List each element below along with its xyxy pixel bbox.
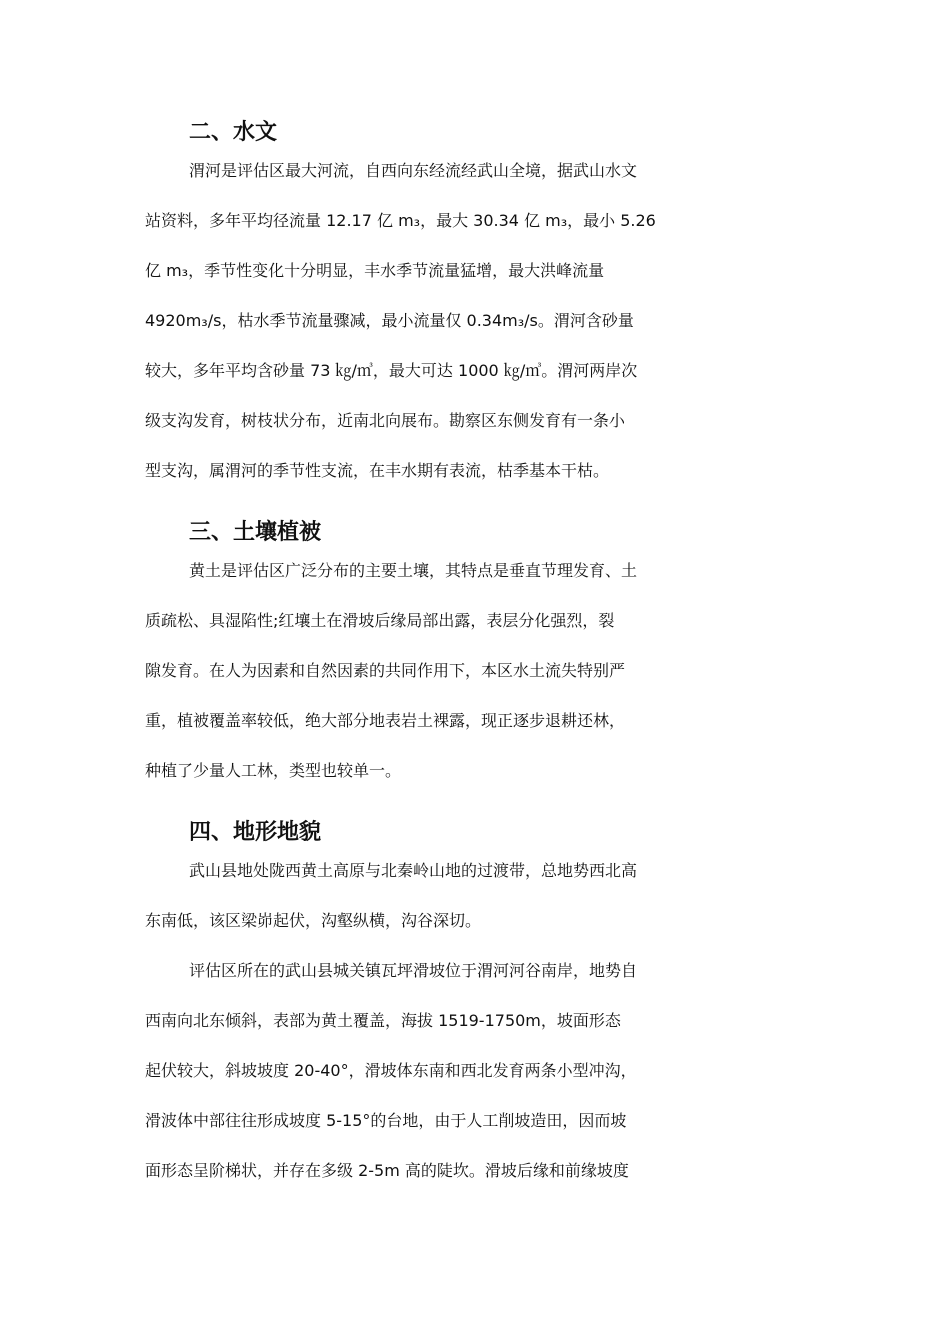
paragraph: [145, 158, 807, 508]
text-line: 东南低，该区梁峁起伏，沟壑纵横，沟谷深切。: [145, 911, 482, 930]
text-line: 滑波体中部往往形成坡度 5-15°的台地，由于人工削坡造田，因而坡: [145, 1111, 627, 1130]
text-line: 站资料，多年平均径流量 12.17 亿 m₃，最大 30.34 亿 m₃，最小 5.26: [145, 211, 656, 230]
section-heading: 二、水文: [189, 120, 278, 145]
text-line: 起伏较大，斜坡坡度 20-40°，滑坡体东南和西北发育两条小型冲沟，: [145, 1061, 637, 1080]
text-line: 较大，多年平均含砂量 73 ㎏/㎥，最大可达 1000 ㎏/㎥。渭河两岸次: [145, 361, 638, 380]
paragraph: [145, 558, 807, 808]
text-line: 亿 m₃，季节性变化十分明显，丰水季节流量猛增，最大洪峰流量: [145, 261, 605, 280]
section-heading: 四、地形地貌: [189, 820, 322, 845]
text-line: 武山县地处陇西黄土高原与北秦岭山地的过渡带，总地势西北高: [189, 861, 638, 880]
text-line: 种植了少量人工林，类型也较单一。: [145, 761, 402, 780]
text-line: 重，植被覆盖率较低，绝大部分地表岩土裸露，现正逐步退耕还林，: [145, 711, 626, 730]
text-line: 西南向北东倾斜，表部为黄土覆盖，海拔 1519-1750m，坡面形态: [145, 1011, 621, 1030]
text-line: 隙发育。在人为因素和自然因素的共同作用下，本区水土流失特别严: [145, 661, 626, 680]
text-line: 质疏松、具湿陷性;红壤土在滑坡后缘局部出露，表层分化强烈，裂: [145, 611, 615, 630]
text-line: 4920m₃/s，枯水季节流量骤减，最小流量仅 0.34m₃/s。渭河含砂量: [145, 311, 634, 330]
document-body: [145, 108, 807, 1208]
section-soil-vegetation: [145, 508, 807, 808]
section-hydrology: [145, 108, 807, 508]
paragraph: [145, 858, 807, 958]
paragraph: [145, 958, 807, 1208]
text-line: 渭河是评估区最大河流，自西向东经流经武山全境，据武山水文: [189, 161, 638, 180]
text-line: 黄土是评估区广泛分布的主要土壤，其特点是垂直节理发育、土: [189, 561, 638, 580]
text-line: 型支沟，属渭河的季节性支流，在丰水期有表流，枯季基本干枯。: [145, 461, 610, 480]
section-topography: [145, 808, 807, 1208]
text-line: 级支沟发育，树枝状分布，近南北向展布。勘察区东侧发育有一条小: [145, 411, 626, 430]
text-line: 评估区所在的武山县城关镇瓦坪滑坡位于渭河河谷南岸，地势自: [189, 961, 638, 980]
text-line: 面形态呈阶梯状，并存在多级 2-5m 高的陡坎。滑坡后缘和前缘坡度: [145, 1161, 629, 1180]
section-heading: 三、土壤植被: [189, 520, 322, 545]
